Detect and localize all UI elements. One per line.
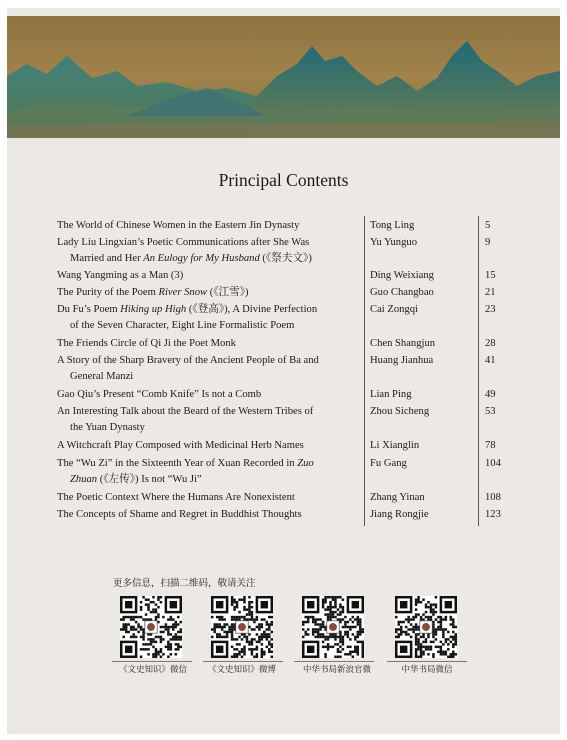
toc-author: Li Xianglin — [370, 440, 420, 451]
toc-title — [57, 285, 352, 301]
qr-code — [302, 596, 364, 658]
toc-title — [57, 353, 352, 385]
toc-title — [57, 507, 352, 523]
toc-page-number: 21 — [485, 287, 496, 298]
toc-page-number: 123 — [485, 509, 501, 520]
toc-title — [57, 268, 352, 284]
landscape-painting-banner — [7, 16, 560, 138]
toc-title-line: A Witchcraft Play Composed with Medicinal Herb Names — [57, 440, 304, 451]
toc-title-line: The Purity of the Poem River Snow (《江雪》) — [57, 287, 249, 298]
qr-code — [395, 596, 457, 658]
qr-label: 《文史知识》微信 — [118, 665, 187, 675]
toc-title — [57, 235, 352, 267]
toc-page-number: 104 — [485, 458, 501, 469]
toc-title-line: A Story of the Sharp Bravery of the Ancient People of Ba and — [57, 355, 319, 366]
toc-title — [57, 456, 352, 488]
toc-author: Chen Shangjun — [370, 338, 436, 349]
qr-underline — [203, 661, 283, 662]
toc-author: Fu Gang — [370, 458, 407, 469]
toc-author: Guo Changbao — [370, 287, 434, 298]
qr-label: 《文史知识》微博 — [207, 665, 276, 675]
toc-page-number: 78 — [485, 440, 496, 451]
toc-title-line: The Friends Circle of Qi Ji the Poet Monk — [57, 338, 236, 349]
toc-page-number: 108 — [485, 492, 501, 503]
toc-author: Jiang Rongjie — [370, 509, 429, 520]
qr-underline — [294, 661, 374, 662]
page-title: Principal Contents — [218, 170, 349, 190]
toc-title-line: The “Wu Zi” in the Sixteenth Year of Xuan Recorded in Zuo — [57, 458, 314, 469]
toc-divider-page — [478, 216, 479, 526]
qr-label: 中华书局微信 — [401, 665, 453, 675]
toc-author: Zhang Yinan — [370, 492, 425, 503]
toc-title — [57, 387, 352, 403]
toc-title — [57, 490, 352, 506]
toc-title-line: An Interesting Talk about the Beard of the Western Tribes of — [57, 406, 314, 417]
toc-divider-author — [364, 216, 365, 526]
qr-underline — [387, 661, 467, 662]
toc-title — [57, 336, 352, 352]
toc-title-line: The Concepts of Shame and Regret in Buddhist Thoughts — [57, 509, 302, 520]
toc-title-line: Gao Qiu’s Present “Comb Knife” Is not a Comb — [57, 389, 262, 400]
follow-text: 更多信息，扫描二维码，敬请关注 — [113, 578, 256, 589]
toc-author: Lian Ping — [370, 389, 412, 400]
toc-title-line: the Yuan Dynasty — [70, 422, 145, 433]
toc-page-number: 41 — [485, 355, 496, 366]
toc-title-line: Lady Liu Lingxian’s Poetic Communications after She Was — [57, 237, 310, 248]
toc-title-line: General Manzi — [70, 371, 134, 382]
toc-title-line: Married and Her An Eulogy for My Husband (《祭夫文》) — [70, 253, 312, 264]
toc-title-line: The Poetic Context Where the Humans Are Nonexistent — [57, 492, 295, 503]
toc-author: Cai Zongqi — [370, 304, 418, 315]
toc-author: Zhou Sicheng — [370, 406, 430, 417]
toc-title-line: The World of Chinese Women in the Eastern Jin Dynasty — [57, 220, 300, 231]
toc-page-number: 28 — [485, 338, 496, 349]
toc-title — [57, 438, 352, 454]
toc-title-line: Zhuan (《左传》) Is not “Wu Ji” — [70, 474, 202, 485]
toc-title-line: of the Seven Character, Eight Line Formalistic Poem — [70, 320, 295, 331]
qr-code — [211, 596, 273, 658]
qr-label: 中华书局新浪官微 — [302, 665, 371, 675]
toc-page-number: 23 — [485, 304, 496, 315]
toc-title — [57, 218, 352, 234]
qr-code — [120, 596, 182, 658]
toc-page-number: 49 — [485, 389, 496, 400]
toc-author: Huang Jianhua — [370, 355, 434, 366]
qr-underline — [112, 661, 192, 662]
toc-author: Ding Weixiang — [370, 270, 434, 281]
toc-page-number: 9 — [485, 237, 491, 248]
toc-author: Tong Ling — [370, 220, 415, 231]
toc-title — [57, 302, 352, 334]
toc-page-number: 15 — [485, 270, 496, 281]
toc-title — [57, 404, 352, 436]
toc-author: Yu Yunguo — [370, 237, 417, 248]
toc-page-number: 5 — [485, 220, 491, 231]
toc-title-line: Wang Yangming as a Man (3) — [57, 270, 184, 281]
toc-page-number: 53 — [485, 406, 496, 417]
toc-title-line: Du Fu’s Poem Hiking up High (《登高》), A Divine Perfection — [57, 304, 318, 315]
